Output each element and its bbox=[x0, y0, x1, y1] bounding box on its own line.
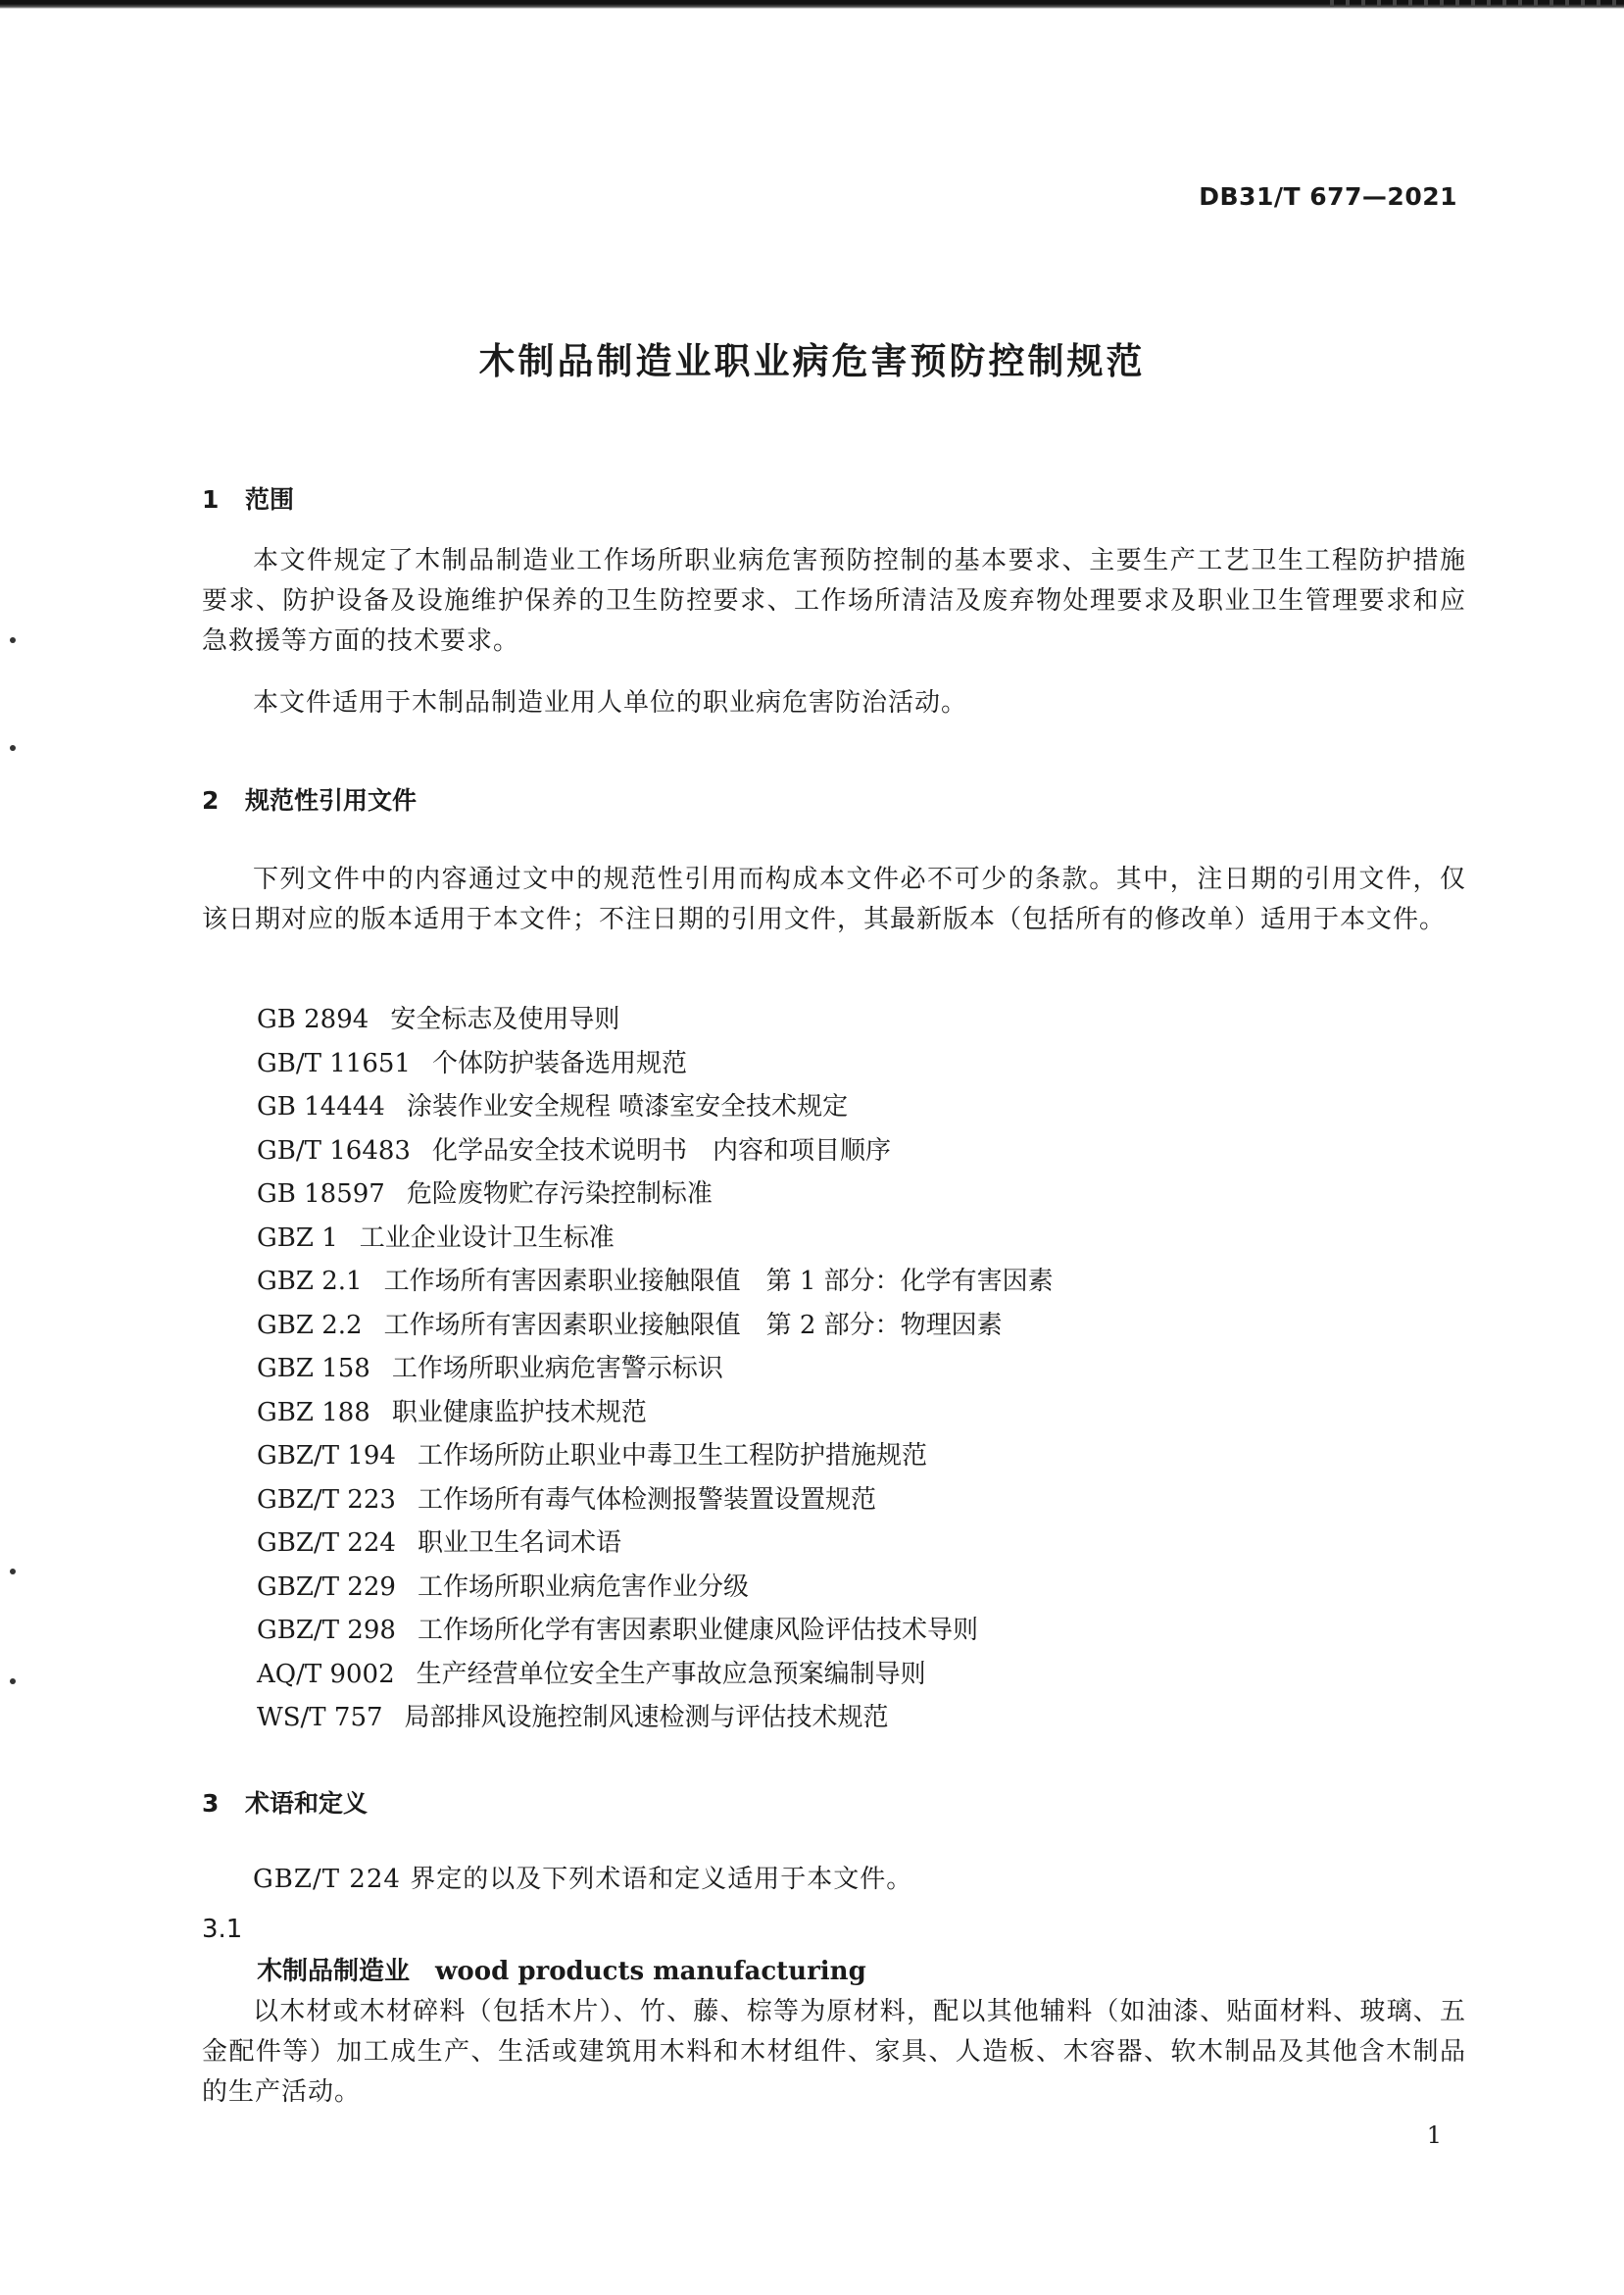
terms-intro-paragraph: GBZ/T 224 界定的以及下列术语和定义适用于本文件。 bbox=[253, 1865, 913, 1894]
reference-item bbox=[257, 1085, 1054, 1129]
reference-item bbox=[257, 1260, 1054, 1304]
reference-item bbox=[257, 998, 1054, 1042]
margin-scan-mark bbox=[10, 1678, 16, 1684]
reference-code: GBZ/T 224 bbox=[257, 1528, 396, 1558]
term-entry bbox=[257, 1951, 866, 1987]
reference-title: 工业企业设计卫生标准 bbox=[359, 1222, 615, 1253]
section-title: 规范性引用文件 bbox=[245, 786, 418, 815]
reference-item bbox=[257, 1522, 1054, 1566]
reference-item bbox=[257, 1653, 1054, 1697]
section-number: 1 bbox=[202, 485, 220, 514]
reference-code: GBZ/T 229 bbox=[257, 1572, 396, 1602]
reference-item bbox=[257, 1347, 1054, 1391]
section-heading-normative-references bbox=[202, 781, 417, 817]
section-number: 3 bbox=[202, 1789, 220, 1818]
section-heading-scope bbox=[202, 480, 294, 516]
reference-item bbox=[257, 1304, 1054, 1348]
reference-code: GB/T 16483 bbox=[257, 1135, 411, 1166]
reference-title: 工作场所有毒气体检测报警装置设置规范 bbox=[417, 1484, 876, 1515]
reference-code: GBZ/T 194 bbox=[257, 1441, 396, 1471]
reference-title: 危险废物贮存污染控制标准 bbox=[406, 1179, 713, 1209]
reference-title: 工作场所化学有害因素职业健康风险评估技术导则 bbox=[417, 1616, 978, 1645]
reference-item bbox=[257, 1609, 1054, 1653]
reference-item bbox=[257, 1129, 1054, 1173]
reference-code: GBZ/T 298 bbox=[257, 1616, 396, 1645]
reference-title: 工作场所职业病危害作业分级 bbox=[417, 1572, 749, 1602]
references-intro-paragraph: 下列文件中的内容通过文中的规范性引用而构成本文件必不可少的条款。其中，注日期的引用文件，仅该日期对应的版本适用于本文件；不注日期的引用文件，其最新版本（包括所有的修改单）适用于本文件。 bbox=[202, 865, 1466, 934]
clause-number: 3.1 bbox=[202, 1915, 243, 1944]
reference-item bbox=[257, 1566, 1054, 1610]
reference-code: GB/T 11651 bbox=[257, 1048, 411, 1078]
reference-code: GBZ 188 bbox=[257, 1397, 370, 1427]
reference-title: 工作场所有害因素职业接触限值 第 2 部分：物理因素 bbox=[383, 1310, 1003, 1340]
reference-code: GBZ 2.1 bbox=[257, 1267, 363, 1296]
margin-scan-mark bbox=[10, 745, 16, 751]
reference-code: GB 18597 bbox=[257, 1179, 385, 1209]
reference-title: 个体防护装备选用规范 bbox=[431, 1048, 687, 1078]
reference-code: GBZ 158 bbox=[257, 1354, 370, 1383]
term-english: wood products manufacturing bbox=[435, 1957, 866, 1986]
term-definition-paragraph: 以木材或木材碎料（包括木片）、竹、藤、棕等为原材料，配以其他辅料（如油漆、贴面材料、玻璃、五金配件等）加工成生产、生活或建筑用木料和木材组件、家具、人造板、木容器、软木制品及其他含木制品的生产活动。 bbox=[202, 1997, 1466, 2107]
reference-item bbox=[257, 1172, 1054, 1217]
reference-title: 局部排风设施控制风速检测与评估技术规范 bbox=[404, 1703, 889, 1732]
scope-paragraph-2: 本文件适用于木制品制造业用人单位的职业病危害防治活动。 bbox=[253, 688, 968, 718]
document-title: 木制品制造业职业病危害预防控制规范 bbox=[478, 340, 1146, 382]
reference-item bbox=[257, 1434, 1054, 1478]
reference-list bbox=[257, 998, 1054, 1740]
section-title: 范围 bbox=[245, 485, 295, 514]
reference-title: 职业健康监护技术规范 bbox=[391, 1397, 647, 1427]
reference-code: GBZ 2.2 bbox=[257, 1310, 363, 1340]
reference-title: 工作场所有害因素职业接触限值 第 1 部分：化学有害因素 bbox=[383, 1267, 1054, 1296]
reference-item bbox=[257, 1391, 1054, 1435]
reference-code: WS/T 757 bbox=[257, 1703, 383, 1732]
reference-title: 生产经营单位安全生产事故应急预案编制导则 bbox=[416, 1659, 926, 1689]
reference-code: GB 2894 bbox=[257, 1005, 369, 1034]
reference-item bbox=[257, 1217, 1054, 1261]
page-number: 1 bbox=[1426, 2121, 1442, 2149]
scope-paragraph-1: 本文件规定了木制品制造业工作场所职业病危害预防控制的基本要求、主要生产工艺卫生工程防护措施要求、防护设备及设施维护保养的卫生防控要求、工作场所清洁及废弃物处理要求及职业卫生管理要求和应急救援等方面的技术要求。 bbox=[202, 546, 1466, 656]
reference-code: AQ/T 9002 bbox=[257, 1659, 395, 1689]
reference-title: 工作场所职业病危害警示标识 bbox=[391, 1354, 723, 1383]
reference-title: 职业卫生名词术语 bbox=[417, 1528, 621, 1558]
reference-title: 化学品安全技术说明书 内容和项目顺序 bbox=[431, 1135, 891, 1166]
reference-code: GBZ/T 223 bbox=[257, 1484, 396, 1515]
reference-item bbox=[257, 1478, 1054, 1522]
reference-title: 涂装作业安全规程 喷漆室安全技术规定 bbox=[406, 1092, 849, 1122]
margin-scan-mark bbox=[10, 1569, 16, 1574]
reference-item bbox=[257, 1696, 1054, 1740]
reference-item bbox=[257, 1042, 1054, 1086]
reference-code: GB 14444 bbox=[257, 1092, 385, 1122]
section-number: 2 bbox=[202, 786, 220, 815]
standard-code: DB31/T 677—2021 bbox=[1199, 182, 1457, 211]
section-title: 术语和定义 bbox=[245, 1789, 369, 1818]
section-heading-terms-definitions bbox=[202, 1784, 368, 1820]
reference-title: 工作场所防止职业中毒卫生工程防护措施规范 bbox=[417, 1441, 927, 1471]
reference-code: GBZ 1 bbox=[257, 1222, 338, 1253]
reference-title: 安全标志及使用导则 bbox=[390, 1005, 620, 1034]
margin-scan-mark bbox=[10, 637, 16, 643]
term-chinese: 木制品制造业 bbox=[257, 1957, 411, 1986]
